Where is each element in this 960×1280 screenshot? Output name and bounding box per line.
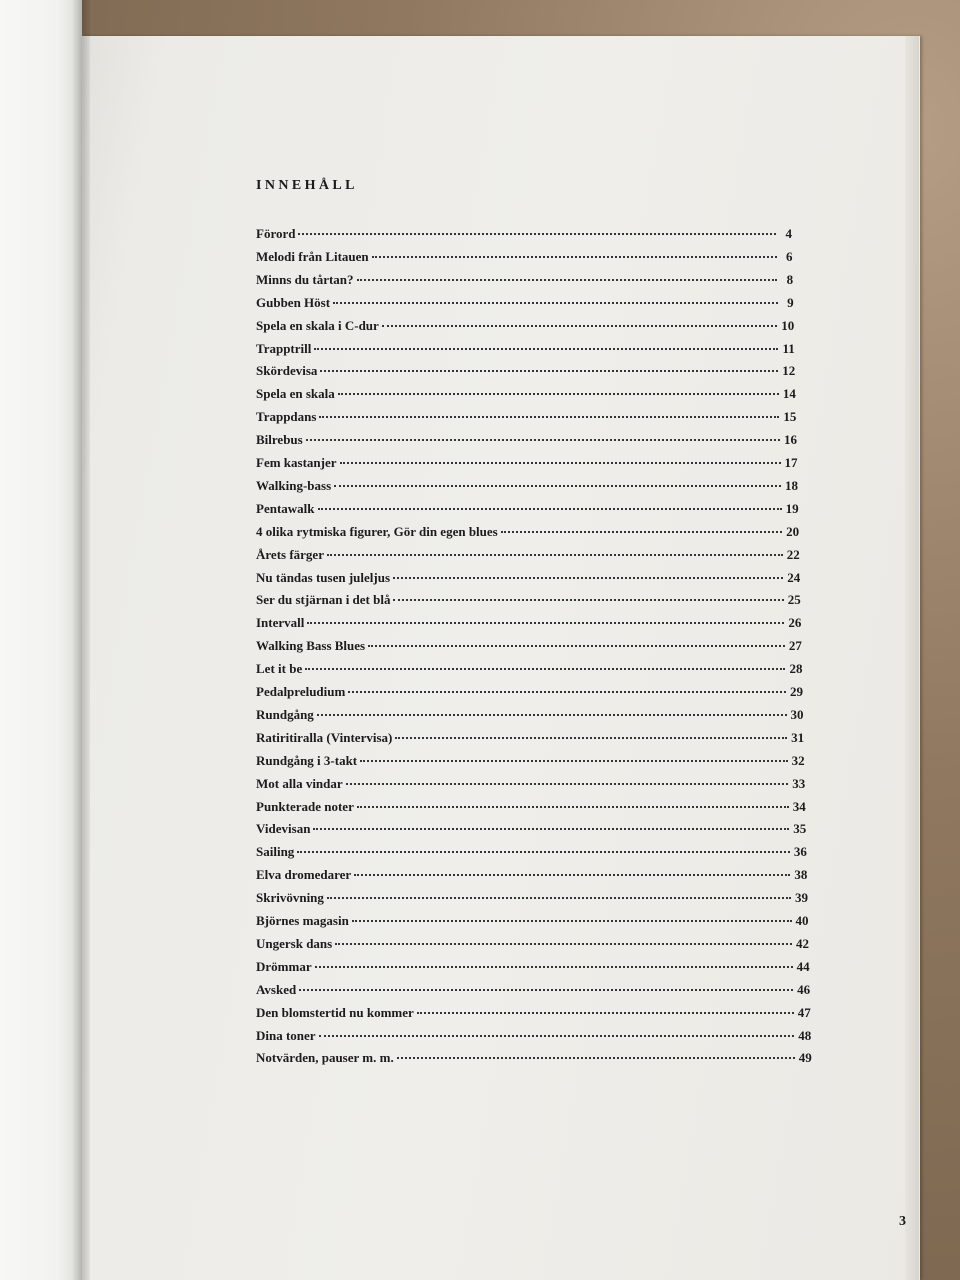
dot-leader <box>393 599 783 601</box>
toc-entry-page: 4 <box>785 226 792 241</box>
left-page <box>0 0 82 1280</box>
toc-entry-page: 47 <box>797 1004 811 1020</box>
toc-entry-page: 22 <box>786 546 800 562</box>
dot-leader <box>368 645 785 647</box>
toc-entry <box>256 547 800 567</box>
toc-entry-label: Sailing <box>256 844 295 860</box>
toc-entry <box>256 524 799 544</box>
dot-leader <box>315 966 793 968</box>
toc-entry-label: Spela en skala <box>256 386 335 402</box>
toc-entry-page: 48 <box>798 1027 812 1043</box>
toc-entry-page: 42 <box>796 935 810 951</box>
toc-entry-page: 32 <box>791 752 805 768</box>
toc-entry-label: Fem kastanjer <box>256 455 337 470</box>
toc-entry-page: 20 <box>786 523 800 539</box>
toc-entry <box>256 730 804 750</box>
toc-entry-page: 31 <box>791 729 805 745</box>
toc-entry <box>256 501 799 521</box>
toc-entry <box>256 959 810 979</box>
dot-leader <box>298 233 776 235</box>
toc-entry-label: Pedalpreludium <box>256 684 346 699</box>
toc-entry-page: 16 <box>783 432 797 448</box>
toc-entry <box>256 249 793 269</box>
toc-entry <box>256 318 794 338</box>
toc-entry-label: Rundgång i 3-takt <box>256 752 358 768</box>
dot-leader <box>327 554 783 556</box>
dot-leader <box>340 462 781 464</box>
dot-leader <box>317 714 787 716</box>
dot-leader <box>382 325 777 327</box>
toc-entry-page: 27 <box>788 638 802 654</box>
toc-entry-page: 25 <box>787 592 801 608</box>
toc-entry-page: 19 <box>785 500 799 516</box>
toc-entry <box>256 341 795 361</box>
toc-entry-label: Bilrebus <box>256 432 303 448</box>
dot-leader <box>352 920 792 922</box>
dot-leader <box>348 691 786 693</box>
toc-entry-label: Ser du stjärnan i det blå <box>256 592 391 608</box>
toc-entry-label: Ratiritiralla (Vintervisa) <box>256 729 393 745</box>
toc-entry-label: Melodi från Litauen <box>256 248 369 264</box>
toc-entry-label: Årets färger <box>256 546 324 562</box>
dot-leader <box>372 256 777 258</box>
toc-entry <box>256 386 796 406</box>
toc-entry <box>256 936 809 956</box>
toc-entry <box>256 867 807 887</box>
toc-entry-page: 49 <box>798 1050 812 1066</box>
page-edge <box>905 36 919 1280</box>
toc-entry-label: Minns du tårtan? <box>256 271 354 287</box>
dot-leader <box>357 806 789 808</box>
toc-title: INNEHÅLL <box>256 178 358 193</box>
toc-entry-label: Trapptrill <box>256 340 312 356</box>
dot-leader <box>501 531 782 533</box>
dot-leader <box>335 943 792 945</box>
dot-leader <box>313 828 789 830</box>
toc-entry-page: 44 <box>796 958 810 974</box>
toc-entry-page: 35 <box>793 821 807 837</box>
dot-leader <box>360 760 788 762</box>
dot-leader <box>395 737 787 739</box>
dot-leader <box>306 439 780 441</box>
toc-entry <box>256 913 809 933</box>
dot-leader <box>318 508 782 510</box>
toc-entry <box>256 409 796 429</box>
toc-entry-label: Notvärden, pauser m. m. <box>256 1050 394 1066</box>
toc-entry-label: Mot alla vindar <box>256 775 343 791</box>
dot-leader <box>338 393 779 395</box>
toc-entry <box>256 295 794 315</box>
toc-entry <box>256 478 798 498</box>
dot-leader <box>314 348 778 350</box>
toc-entry <box>256 272 793 292</box>
toc-entry-label: Drömmar <box>256 958 312 974</box>
toc-entry-page: 39 <box>794 890 808 906</box>
page-number: 3 <box>899 1214 906 1229</box>
toc-entry-label: Skrivövning <box>256 890 324 906</box>
toc-entry-page: 24 <box>787 569 801 585</box>
toc-entry-page: 12 <box>782 363 796 379</box>
toc-entry <box>256 707 804 727</box>
toc-entry-label: Videvisan <box>256 821 311 837</box>
toc-entry-page: 36 <box>793 844 807 860</box>
dot-leader <box>305 668 785 670</box>
toc-entry <box>256 1005 811 1025</box>
toc-entry-page: 38 <box>794 867 808 883</box>
toc-entry-label: 4 olika rytmiska figurer, Gör din egen blues <box>256 523 498 539</box>
toc-entry-page: 18 <box>785 477 799 493</box>
toc-entry-page: 30 <box>790 706 804 722</box>
dot-leader <box>397 1057 795 1059</box>
toc-entry-page: 40 <box>795 913 809 928</box>
toc-entry-page: 34 <box>792 798 806 814</box>
toc-entry <box>256 890 808 910</box>
dot-leader <box>393 577 783 579</box>
toc-entry-label: Intervall <box>256 615 305 631</box>
toc-entry-label: Björnes magasin <box>256 913 349 928</box>
toc-entry <box>256 982 810 1002</box>
toc-entry-label: Nu tändas tusen juleljus <box>256 569 391 585</box>
toc-entry <box>256 684 803 704</box>
toc-entry-page: 28 <box>789 661 803 677</box>
toc-entry-label: Rundgång <box>256 706 314 722</box>
toc-entry <box>256 799 806 819</box>
toc-entry <box>256 226 792 246</box>
toc-entry-label: Spela en skala i C-dur <box>256 317 379 333</box>
toc-entry <box>256 661 802 681</box>
dot-leader <box>357 279 778 281</box>
dot-leader <box>319 1035 795 1037</box>
toc-entry-label: Pentawalk <box>256 500 315 516</box>
toc-entry-label: Avsked <box>256 981 297 997</box>
toc-entry <box>256 570 800 590</box>
dot-leader <box>320 370 778 372</box>
toc-entry <box>256 844 807 864</box>
toc-entry-label: Dina toner <box>256 1027 316 1043</box>
toc-entry-label: Gubben Höst <box>256 294 331 310</box>
toc-entry-page: 9 <box>787 294 794 310</box>
dot-leader <box>334 485 781 487</box>
toc-entry-page: 15 <box>783 409 797 425</box>
toc-entry-label: Walking-bass <box>256 477 332 493</box>
toc-entry-page: 10 <box>781 317 795 333</box>
toc-entry-label: Punkterade noter <box>256 798 354 814</box>
toc-entry-page: 6 <box>786 248 793 264</box>
toc-entry-page: 8 <box>786 271 794 287</box>
toc-entry <box>256 1028 811 1048</box>
toc-entry-page: 29 <box>790 684 803 699</box>
toc-entry-label: Let it be <box>256 661 303 677</box>
toc-entry-page: 11 <box>782 340 795 356</box>
toc-entry-label: Den blomstertid nu kommer <box>256 1004 414 1020</box>
dot-leader <box>327 897 791 899</box>
dot-leader <box>354 874 790 876</box>
toc-entry <box>256 615 801 635</box>
toc-entry <box>256 776 805 796</box>
toc-entry-label: Trappdans <box>256 409 317 425</box>
toc-entry-page: 46 <box>797 981 811 997</box>
toc-entry <box>256 638 802 658</box>
dot-leader <box>297 851 790 853</box>
toc-entry <box>256 821 806 841</box>
dot-leader <box>333 302 778 304</box>
dot-leader <box>346 783 789 785</box>
dot-leader <box>319 416 779 418</box>
toc-entry-label: Skördevisa <box>256 363 318 379</box>
toc-entry-label: Elva dromedarer <box>256 867 352 883</box>
dot-leader <box>307 622 784 624</box>
toc-entry-page: 17 <box>784 455 798 470</box>
toc-entry-page: 33 <box>792 775 806 791</box>
toc-entry <box>256 1050 812 1070</box>
toc-entry <box>256 592 801 612</box>
toc-entry-label: Walking Bass Blues <box>256 638 366 654</box>
toc-entry <box>256 432 797 452</box>
dot-leader <box>299 989 793 991</box>
toc-entry-page: 26 <box>788 615 802 631</box>
toc-entry <box>256 363 795 383</box>
toc-entry-label: Ungersk dans <box>256 935 333 951</box>
spine-shadow <box>72 0 90 1280</box>
toc-entry-label: Förord <box>256 226 296 241</box>
dot-leader <box>417 1012 794 1014</box>
toc-entry <box>256 753 805 773</box>
toc-entry <box>256 455 798 475</box>
toc-entry-page: 14 <box>782 386 796 402</box>
